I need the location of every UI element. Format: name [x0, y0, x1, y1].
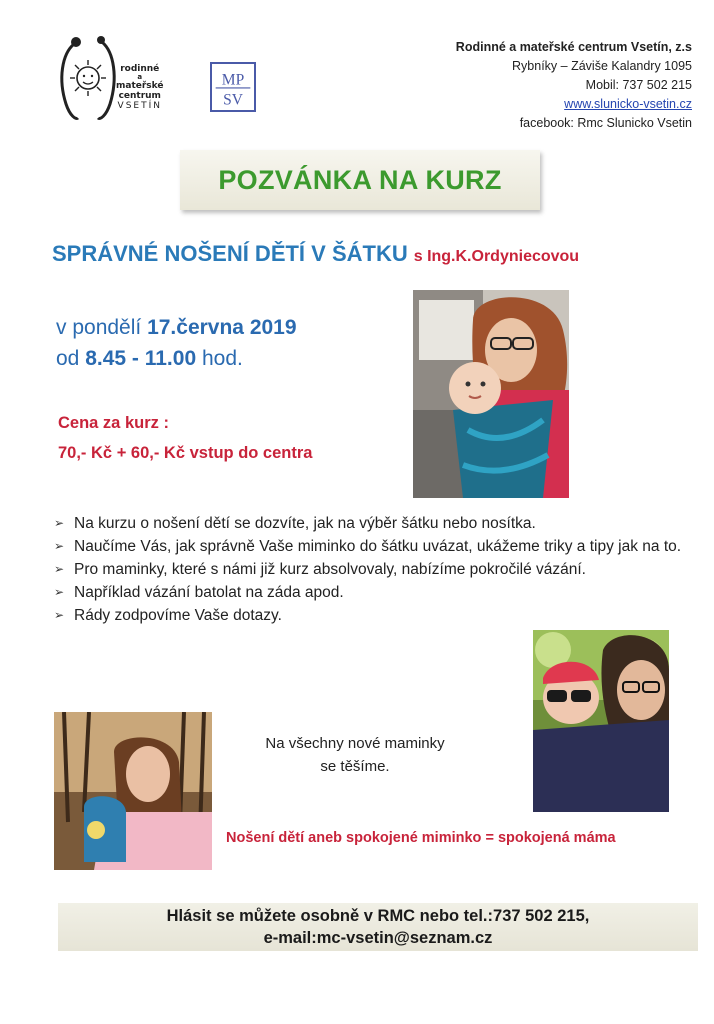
org-facebook: facebook: Rmc Slunicko Vsetin [519, 116, 692, 130]
arrow-bullet-icon: ➢ [54, 585, 65, 599]
sun-family-logo-icon [54, 34, 124, 124]
list-item [54, 535, 684, 558]
date-day: 17.června 2019 [147, 316, 297, 339]
arrow-bullet-icon: ➢ [54, 562, 65, 576]
list-item [54, 512, 684, 535]
list-item-text: Naučíme Vás, jak správně Vaše miminko do šátku uvázat, ukážeme triky a tipy jak na to. [74, 538, 682, 555]
rmc-logo [54, 34, 174, 124]
arrow-bullet-icon: ➢ [54, 516, 65, 530]
arrow-bullet-icon: ➢ [54, 539, 65, 553]
welcome-line-1: Na všechny nové maminky [265, 735, 445, 752]
org-address: Rybníky – Záviše Kalandry 1095 [512, 59, 692, 73]
list-item [54, 604, 684, 627]
logo-line-3: mateřské [116, 81, 164, 91]
welcome-line-2: se těšíme. [320, 758, 390, 775]
logo-line-2: a [137, 73, 143, 81]
price-label: Cena za kurz : [58, 414, 169, 432]
course-date [56, 312, 297, 374]
logo-text [116, 64, 164, 111]
page-title: POZVÁNKA NA KURZ [218, 164, 502, 195]
photo-mother-with-baby [413, 290, 569, 498]
course-heading [52, 241, 579, 267]
org-website-link[interactable]: www.slunicko-vsetin.cz [564, 97, 692, 111]
logo-line-5: VSETÍN [117, 101, 162, 111]
mpsv-bottom-text: SV [223, 91, 243, 109]
time-range: 8.45 - 11.00 [85, 347, 197, 370]
org-name: Rodinné a mateřské centrum Vsetín, z.s [455, 40, 692, 54]
contact-line-2: e-mail:mc-vsetin@seznam.cz [263, 929, 493, 947]
list-item-text: Například vázání batolat na záda apod. [74, 584, 344, 601]
time-prefix: od [56, 347, 86, 370]
list-item-text: Rády zodpovíme Vaše dotazy. [74, 607, 282, 624]
mpsv-top-text: MP [221, 71, 245, 89]
list-item [54, 581, 684, 604]
photo-mother-hiking [54, 712, 212, 870]
list-item-text: Pro maminky, které s námi již kurz absolvovaly, nabízíme pokročilé vázání. [74, 561, 586, 578]
date-prefix: v pondělí [56, 316, 148, 339]
course-lecturer: s Ing.K.Ordyniecovou [413, 248, 580, 265]
list-item-text: Na kurzu o nošení dětí se dozvíte, jak na výběr šátku nebo nosítka. [74, 515, 536, 532]
photo-mother-with-toddler [533, 630, 669, 812]
organization-info [456, 38, 692, 133]
list-item [54, 558, 684, 581]
contact-line-1: Hlásit se můžete osobně v RMC nebo tel.:737 502 215, [166, 907, 590, 925]
course-name: SPRÁVNÉ NOŠENÍ DĚTÍ V ŠÁTKU [52, 241, 408, 266]
price-info [58, 408, 312, 468]
logo-line-1: rodinné [120, 64, 160, 74]
contact-footer [58, 903, 698, 951]
mpsv-logo [210, 62, 256, 112]
course-info-list [54, 512, 684, 627]
invitation-banner [180, 150, 540, 210]
price-value: 70,- Kč + 60,- Kč vstup do centra [58, 444, 313, 462]
welcome-message [250, 732, 460, 778]
org-phone: Mobil: 737 502 215 [585, 78, 692, 92]
arrow-bullet-icon: ➢ [54, 608, 65, 622]
slogan: Nošení dětí aneb spokojené miminko = spokojená máma [226, 830, 616, 846]
time-suffix: hod. [196, 347, 243, 370]
logo-line-4: centrum [118, 91, 161, 101]
